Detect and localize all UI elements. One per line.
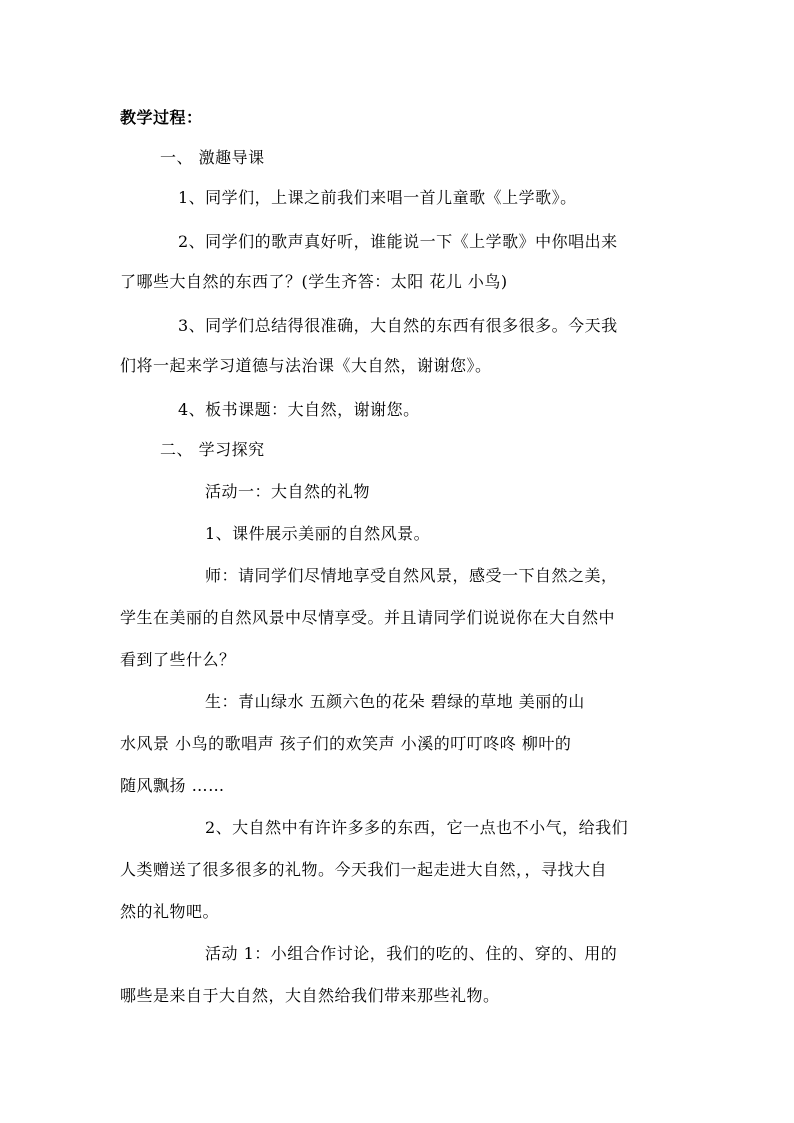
paragraph-line: 2、大自然中有许许多多的东西，它一点也不小气，给我们 — [205, 818, 629, 837]
activity-title: 活动一：大自然的礼物 — [205, 482, 371, 501]
paragraph-line: 人类赠送了很多很多的礼物。今天我们一起走进大自然，，寻找大自 — [120, 860, 608, 879]
paragraph-line: 水风景 小鸟的歌唱声 孩子们的欢笑声 小溪的叮叮咚咚 柳叶的 — [120, 734, 572, 753]
paragraph-line: 4、板书课题：大自然，谢谢您。 — [178, 400, 420, 419]
paragraph-line: 3、同学们总结得很准确，大自然的东西有很多很多。今天我 — [178, 316, 618, 335]
section-heading: 教学过程： — [120, 108, 203, 127]
paragraph-line: 然的礼物吧。 — [120, 902, 220, 921]
paragraph-line: 生：青山绿水 五颜六色的花朵 碧绿的草地 美丽的山 — [205, 692, 585, 711]
paragraph-line: 1、同学们，上课之前我们来唱一首儿童歌《上学歌》。 — [178, 188, 577, 207]
paragraph-line: 2、同学们的歌声真好听，谁能说一下《上学歌》中你唱出来 — [178, 232, 618, 251]
paragraph-line: 师：请同学们尽情地享受自然风景，感受一下自然之美， — [205, 566, 618, 585]
paragraph-line: 看到了些什么？ — [120, 650, 236, 669]
section-two-title: 二、 学习探究 — [160, 440, 265, 459]
paragraph-line: 活动 1：小组合作讨论，我们的吃的、住的、穿的、用的 — [205, 944, 618, 963]
paragraph-line: 了哪些大自然的东西了？(学生齐答：太阳 花儿 小鸟) — [120, 272, 508, 291]
paragraph-line: 们将一起来学习道德与法治课《大自然，谢谢您》。 — [120, 356, 492, 375]
paragraph-line: 1、课件展示美丽的自然风景。 — [205, 524, 431, 543]
section-one-title: 一、 激趣导课 — [160, 148, 265, 167]
paragraph-line: 哪些是来自于大自然，大自然给我们带来那些礼物。 — [120, 986, 500, 1005]
paragraph-line: 学生在美丽的自然风景中尽情享受。并且请同学们说说你在大自然中 — [120, 608, 616, 627]
paragraph-line: 随风飘扬 …… — [120, 776, 225, 795]
